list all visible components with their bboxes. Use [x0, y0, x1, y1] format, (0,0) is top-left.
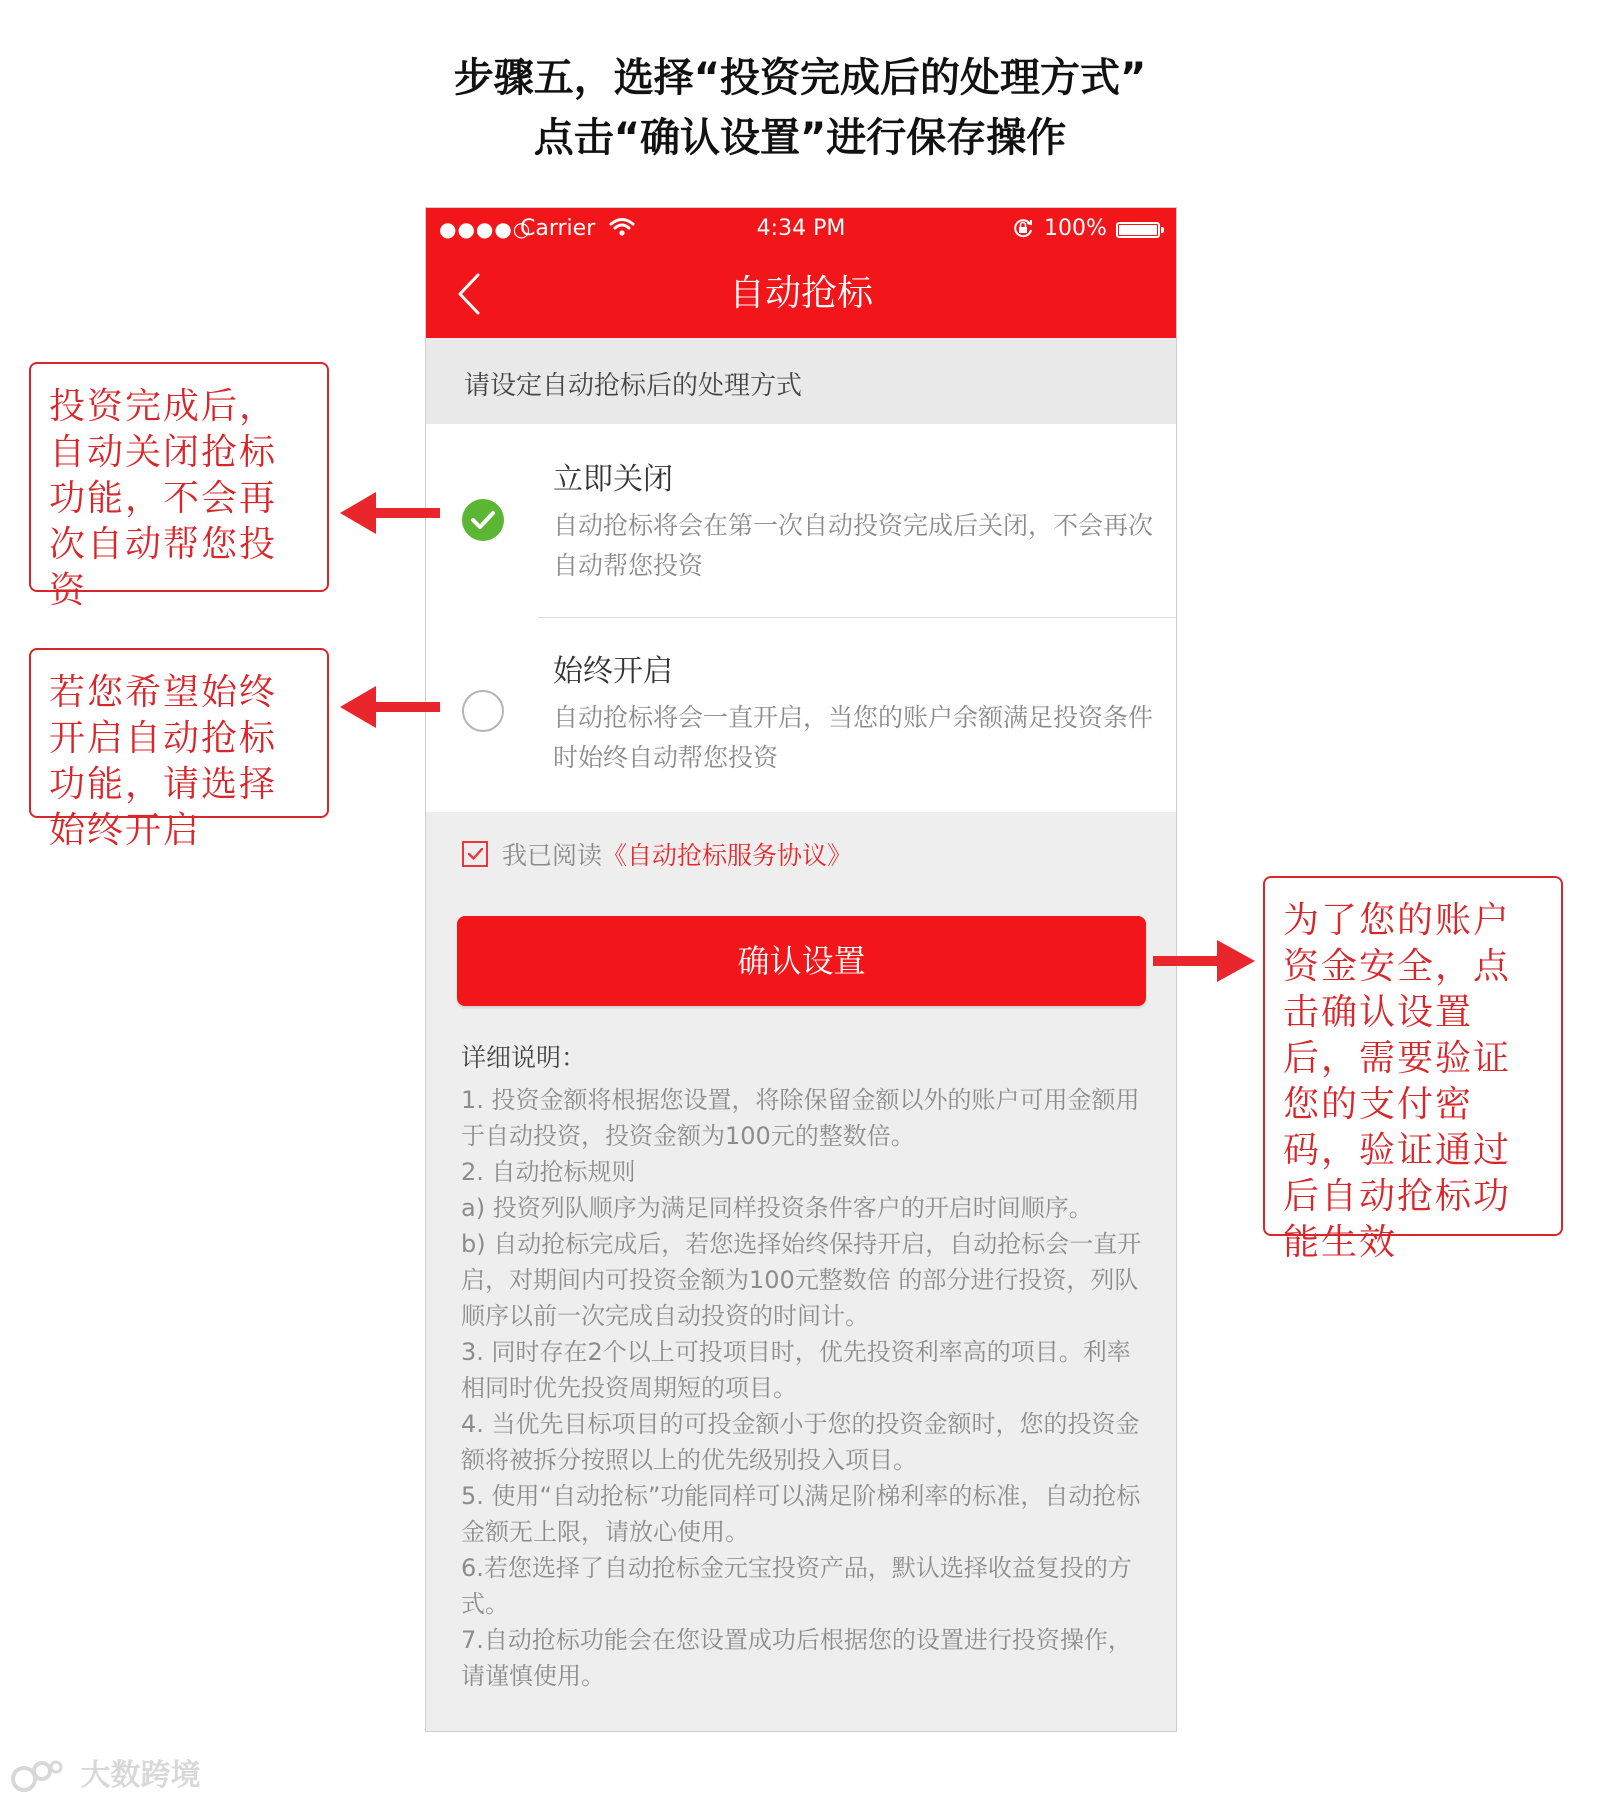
- annotation-close-immediately: 投资完成后，自动关闭抢标功能，不会再次自动帮您投资: [29, 362, 329, 592]
- battery-percent: 100%: [1044, 216, 1107, 241]
- radio-unchecked-icon[interactable]: [462, 690, 504, 732]
- details-line: 1. 投资金额将根据您设置，将除保留金额以外的账户可用金额用于自动投资，投资金额为100元的整数倍。: [461, 1086, 1140, 1150]
- confirm-settings-button[interactable]: 确认设置: [457, 916, 1146, 1006]
- details-line: 3. 同时存在2个以上可投项目时，优先投资利率高的项目。利率相同时优先投资周期短的项目。: [461, 1338, 1131, 1402]
- details-line: a) 投资列队顺序为满足同样投资条件客户的开启时间顺序。: [461, 1194, 1093, 1222]
- watermark: [10, 1750, 200, 1797]
- nav-title: 自动抢标: [728, 273, 873, 314]
- details-line: 4. 当优先目标项目的可投金额小于您的投资金额时，您的投资金额将被拆分按照以上的优先级别投入项目。: [461, 1410, 1140, 1474]
- rotation-lock-icon: [1011, 216, 1035, 246]
- handling-options: [426, 424, 1176, 812]
- navigation-bar: [426, 250, 1176, 338]
- agreement-link[interactable]: 《自动抢标服务协议》: [602, 841, 853, 870]
- arrow-left-icon: [340, 684, 440, 730]
- watermark-logo-icon: [10, 1757, 70, 1797]
- option-title: 立即关闭: [553, 462, 673, 497]
- radio-checked-icon[interactable]: [462, 499, 504, 541]
- agreement-prefix: 我已阅读: [502, 841, 603, 870]
- option-title: 始终开启: [553, 654, 673, 689]
- option-always-on[interactable]: [426, 618, 1176, 812]
- section-header-text: 请设定自动抢标后的处理方式: [464, 371, 803, 401]
- carrier-label: Carrier: [520, 216, 596, 241]
- phone-screen: [425, 207, 1177, 1732]
- option-description: 自动抢标将会一直开启，当您的账户余额满足投资条件时始终自动帮您投资: [553, 703, 1154, 772]
- watermark-text: 大数跨境: [80, 1758, 201, 1793]
- arrow-right-icon: [1153, 938, 1255, 984]
- agreement-checkbox[interactable]: [462, 841, 488, 867]
- arrow-left-icon: [340, 490, 440, 536]
- status-time: 4:34 PM: [756, 216, 846, 241]
- option-close-immediately[interactable]: [426, 424, 1176, 618]
- details-line: 5. 使用“自动抢标”功能同样可以满足阶梯利率的标准，自动抢标金额无上限，请放心使用。: [461, 1482, 1141, 1546]
- page-heading: [0, 48, 1600, 168]
- agreement-row: [462, 836, 852, 876]
- details-line: 6.若您选择了自动抢标金元宝投资产品，默认选择收益复投的方式。: [461, 1554, 1132, 1618]
- annotation-confirm-settings: 为了您的账户资金安全，点击确认设置后，需要验证您的支付密码，验证通过后自动抢标功能生效: [1263, 876, 1563, 1236]
- section-header: [426, 338, 1176, 424]
- details-line: b) 自动抢标完成后，若您选择始终保持开启，自动抢标会一直开启，对期间内可投资金额为100元整数倍 的部分进行投资，列队顺序以前一次完成自动投资的时间计。: [461, 1230, 1142, 1330]
- status-bar: [426, 208, 1176, 250]
- details-section: [461, 1038, 1151, 1694]
- details-line: 2. 自动抢标规则: [461, 1158, 636, 1186]
- signal-strength-icon: ●●●●○: [439, 217, 532, 241]
- heading-line-1: 步骤五，选择“投资完成后的处理方式”: [453, 55, 1147, 101]
- battery-icon: [1116, 222, 1160, 238]
- heading-line-2: 点击“确认设置”进行保存操作: [533, 115, 1067, 161]
- details-title: 详细说明：: [461, 1043, 587, 1072]
- details-line: 7.自动抢标功能会在您设置成功后根据您的设置进行投资操作，请谨慎使用。: [461, 1626, 1132, 1690]
- option-description: 自动抢标将会在第一次自动投资完成后关闭，不会再次自动帮您投资: [553, 511, 1154, 580]
- annotation-always-on: 若您希望始终开启自动抢标功能，请选择始终开启: [29, 648, 329, 818]
